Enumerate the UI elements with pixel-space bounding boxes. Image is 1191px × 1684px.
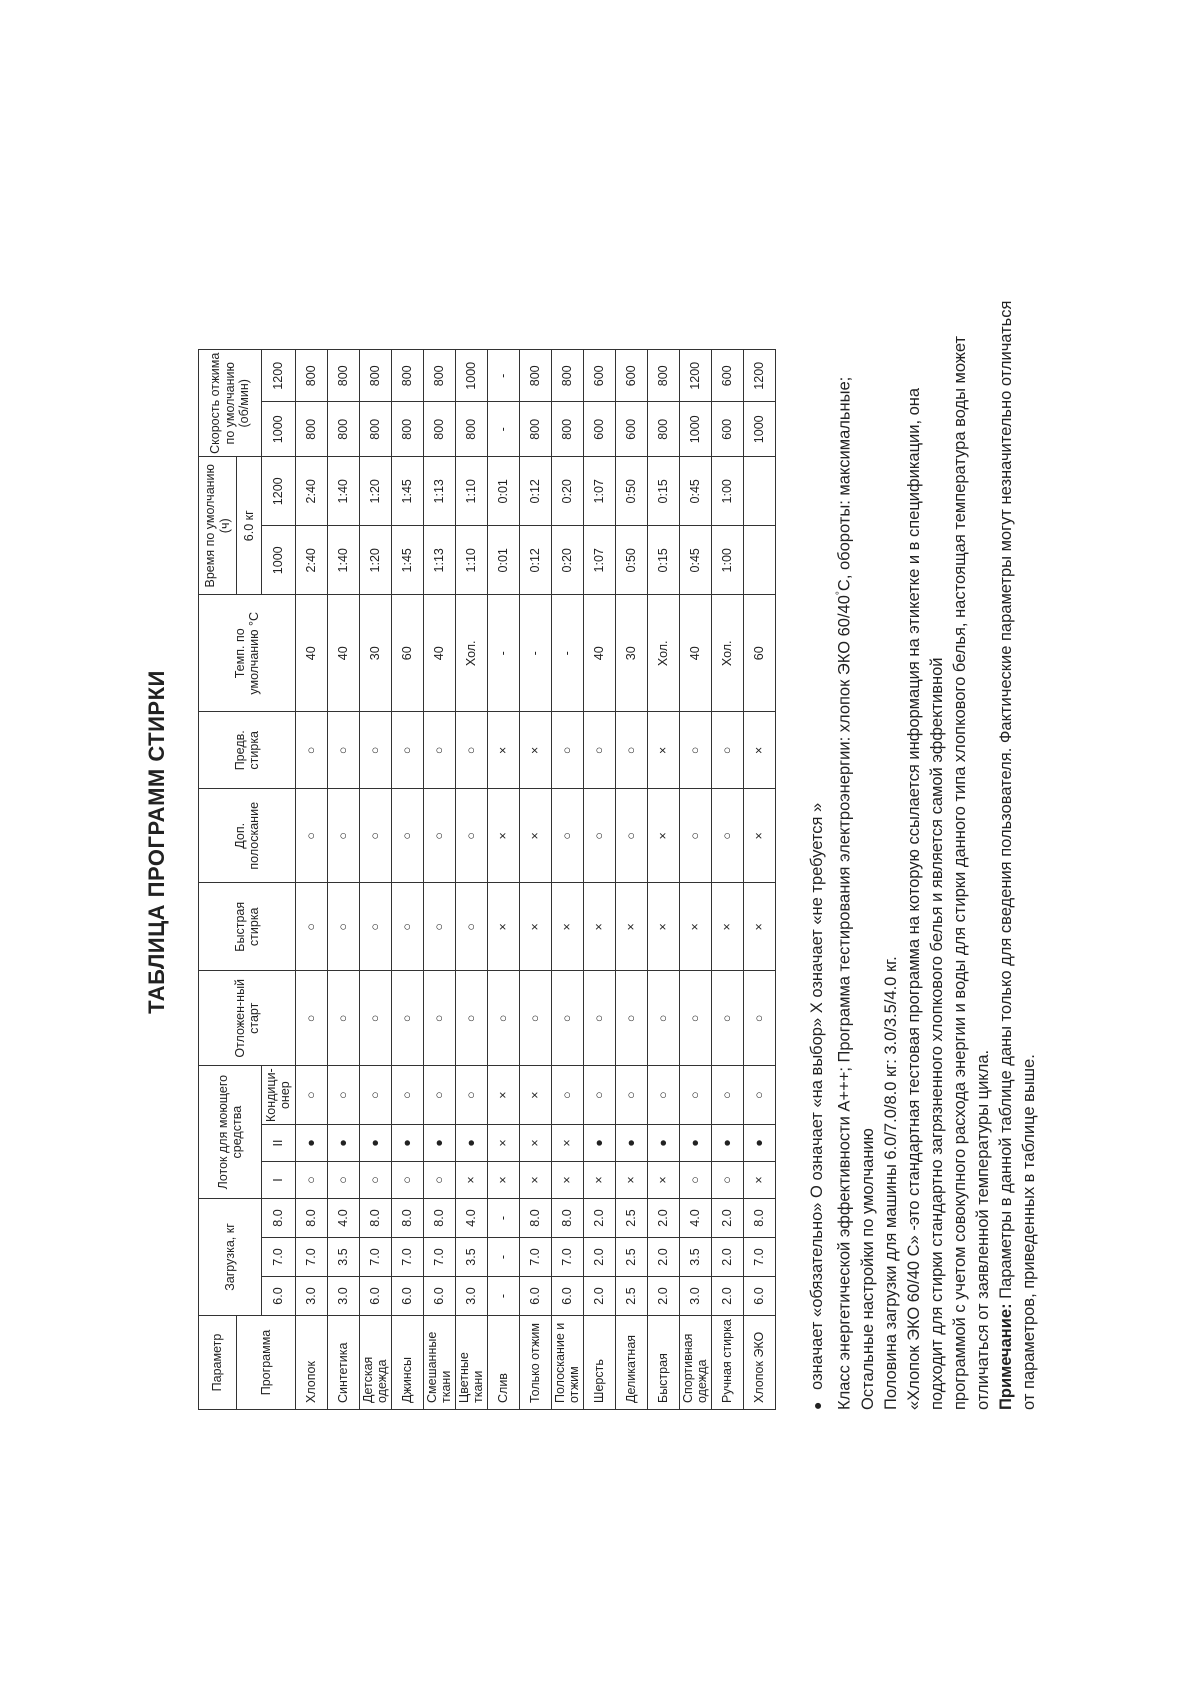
cell-load-7: 3.5 <box>455 1238 487 1277</box>
energy-text-a: Класс энергетической эффективности А+++; Программа тестирования электроэнергии: хлопок ЭКО 60/40 <box>835 595 854 1410</box>
header-time-1200: 1200 <box>262 457 296 526</box>
cell-load-7: 7.0 <box>391 1238 423 1277</box>
cell-quick-wash: ○ <box>391 883 423 971</box>
cell-tray-i: × <box>455 1162 487 1199</box>
cell-load-7: 7.0 <box>423 1238 455 1277</box>
cell-time-1000: 0:12 <box>519 526 551 595</box>
cell-quick-wash: ○ <box>423 883 455 971</box>
cell-time-1000: 1:07 <box>583 526 615 595</box>
cell-time-1200: 1:00 <box>711 457 743 526</box>
cell-program-name: Джинсы <box>391 1316 423 1410</box>
table-row <box>679 350 711 1410</box>
cell-time-1200: 1:20 <box>359 457 391 526</box>
cell-tray-cond: ○ <box>359 1066 391 1125</box>
cell-program-name: Быстрая <box>647 1316 679 1410</box>
cell-delay-start: ○ <box>391 971 423 1066</box>
cell-extra-rinse: ○ <box>391 789 423 883</box>
cell-temp: 40 <box>583 595 615 712</box>
table-row <box>455 350 487 1410</box>
cell-spin-1000: - <box>487 402 519 457</box>
cell-load-8: 2.0 <box>583 1199 615 1238</box>
cell-tray-cond: ○ <box>455 1066 487 1125</box>
header-tray-cond: Кондици-онер <box>262 1066 296 1125</box>
cell-extra-rinse: ○ <box>679 789 711 883</box>
cell-prewash: × <box>743 712 775 789</box>
cell-tray-ii: ● <box>711 1125 743 1162</box>
cell-extra-rinse: ○ <box>455 789 487 883</box>
table-row <box>743 350 775 1410</box>
cell-time-1200: 1:13 <box>423 457 455 526</box>
table-row <box>487 350 519 1410</box>
cell-program-name: Цветные ткани <box>455 1316 487 1410</box>
legend-text: означает «обязательно» О означает «на выбор» Х означает «не требуется » <box>808 802 826 1390</box>
cell-time-1200: 0:20 <box>551 457 583 526</box>
cell-quick-wash: × <box>519 883 551 971</box>
cell-time-1000: 0:50 <box>615 526 647 595</box>
cell-load-7: 2.0 <box>647 1238 679 1277</box>
cell-time-1200: 0:15 <box>647 457 679 526</box>
cell-extra-rinse: ○ <box>359 789 391 883</box>
cell-spin-1000: 800 <box>327 402 359 457</box>
remark-text-1: Параметры в данной таблице даны только для сведения пользователя. Фактические параметры могут незначительно отличаться <box>996 300 1015 1304</box>
cell-spin-1200: 800 <box>295 350 327 402</box>
header-spin-1200: 1200 <box>262 350 296 402</box>
cell-tray-i: × <box>551 1162 583 1199</box>
cell-tray-ii: × <box>519 1125 551 1162</box>
cell-quick-wash: × <box>711 883 743 971</box>
cell-tray-cond: × <box>519 1066 551 1125</box>
cell-temp: 40 <box>423 595 455 712</box>
programs-table <box>198 349 776 1410</box>
cell-load-8: 8.0 <box>551 1199 583 1238</box>
cell-extra-rinse: ○ <box>327 789 359 883</box>
cell-load-8: 8.0 <box>423 1199 455 1238</box>
cell-time-1200 <box>743 457 775 526</box>
cell-load-7: 7.0 <box>519 1238 551 1277</box>
cell-tray-ii: ● <box>679 1125 711 1162</box>
header-load-8: 8.0 <box>262 1199 296 1238</box>
cell-spin-1200: 800 <box>391 350 423 402</box>
cell-spin-1000: 800 <box>647 402 679 457</box>
cell-tray-ii: ● <box>615 1125 647 1162</box>
cell-program-name: Смешанные ткани <box>423 1316 455 1410</box>
header-tray-ii: II <box>262 1125 296 1162</box>
table-row <box>359 350 391 1410</box>
cell-extra-rinse: × <box>519 789 551 883</box>
cell-program-name: Полоскание и отжим <box>551 1316 583 1410</box>
legend-line <box>806 80 829 1410</box>
cell-spin-1200: 1200 <box>743 350 775 402</box>
cell-program-name: Хлопок <box>295 1316 327 1410</box>
header-load-6: 6.0 <box>262 1277 296 1316</box>
cell-delay-start: ○ <box>487 971 519 1066</box>
cell-tray-ii: ● <box>391 1125 423 1162</box>
cell-spin-1000: 1000 <box>679 402 711 457</box>
cell-tray-i: × <box>487 1162 519 1199</box>
cell-time-1200: 0:45 <box>679 457 711 526</box>
cell-spin-1000: 1000 <box>743 402 775 457</box>
cell-delay-start: ○ <box>551 971 583 1066</box>
cell-load-6: - <box>487 1277 519 1316</box>
cell-tray-ii: × <box>487 1125 519 1162</box>
cell-load-6: 6.0 <box>743 1277 775 1316</box>
cell-tray-cond: ○ <box>551 1066 583 1125</box>
cell-load-8: 2.5 <box>615 1199 647 1238</box>
cell-tray-i: × <box>519 1162 551 1199</box>
cell-tray-i: ○ <box>359 1162 391 1199</box>
table-row <box>551 350 583 1410</box>
cell-tray-ii: ● <box>327 1125 359 1162</box>
page-title: ТАБЛИЦА ПРОГРАММ СТИРКИ <box>144 670 169 1014</box>
cell-temp: 30 <box>615 595 647 712</box>
cell-quick-wash: × <box>743 883 775 971</box>
cell-extra-rinse: ○ <box>295 789 327 883</box>
cell-load-6: 3.0 <box>455 1277 487 1316</box>
cell-tray-cond: ○ <box>327 1066 359 1125</box>
cell-spin-1200: 800 <box>423 350 455 402</box>
cell-load-7: 2.5 <box>615 1238 647 1277</box>
header-delay: Отложен-ный старт <box>199 971 296 1066</box>
cell-extra-rinse: ○ <box>551 789 583 883</box>
cell-load-8: 4.0 <box>679 1199 711 1238</box>
cell-extra-rinse: ○ <box>583 789 615 883</box>
cell-load-8: 8.0 <box>295 1199 327 1238</box>
cell-delay-start: ○ <box>423 971 455 1066</box>
cell-temp: - <box>551 595 583 712</box>
energy-line <box>829 80 857 1410</box>
cell-spin-1000: 800 <box>551 402 583 457</box>
cell-time-1000: 1:20 <box>359 526 391 595</box>
remark-line-2: от параметров, приведенных в таблице выше. <box>1019 1054 1038 1410</box>
cell-quick-wash: × <box>551 883 583 971</box>
cell-time-1000: 1:13 <box>423 526 455 595</box>
cell-load-6: 3.0 <box>679 1277 711 1316</box>
cell-load-6: 2.0 <box>583 1277 615 1316</box>
cell-tray-ii: ● <box>455 1125 487 1162</box>
cell-load-8: - <box>487 1199 519 1238</box>
cell-time-1000: 0:20 <box>551 526 583 595</box>
cell-program-name: Деликатная <box>615 1316 647 1410</box>
cell-spin-1200: 800 <box>519 350 551 402</box>
cell-time-1200: 2:40 <box>295 457 327 526</box>
cell-spin-1200: 600 <box>711 350 743 402</box>
cell-prewash: ○ <box>455 712 487 789</box>
cell-spin-1000: 600 <box>583 402 615 457</box>
header-time-1000: 1000 <box>262 526 296 595</box>
cell-program-name: Синтетика <box>327 1316 359 1410</box>
cell-program-name: Хлопок ЭКО <box>743 1316 775 1410</box>
cell-time-1200: 0:50 <box>615 457 647 526</box>
cell-tray-ii: ● <box>295 1125 327 1162</box>
cell-time-1000: 0:01 <box>487 526 519 595</box>
cell-spin-1200: - <box>487 350 519 402</box>
cell-load-8: 4.0 <box>455 1199 487 1238</box>
cell-prewash: ○ <box>711 712 743 789</box>
table-row <box>391 350 423 1410</box>
cell-prewash: × <box>647 712 679 789</box>
eco-line-3: программой с учетом совокупного расхода энергии и воды для стирки данного типа хлопкового белья, настоящая температура воды может <box>950 335 969 1410</box>
cell-delay-start: ○ <box>711 971 743 1066</box>
cell-prewash: × <box>487 712 519 789</box>
other-defaults-line: Остальные настройки по умолчанию <box>858 1128 877 1410</box>
cell-prewash: ○ <box>583 712 615 789</box>
cell-load-7: 2.0 <box>711 1238 743 1277</box>
cell-load-6: 6.0 <box>391 1277 423 1316</box>
header-spin: Скорость отжима по умолчанию (об/мин) <box>199 350 262 457</box>
cell-load-8: 8.0 <box>519 1199 551 1238</box>
table-row <box>519 350 551 1410</box>
cell-tray-cond: ○ <box>711 1066 743 1125</box>
header-quick: Быстрая стирка <box>199 883 296 971</box>
cell-prewash: ○ <box>327 712 359 789</box>
cell-time-1000: 2:40 <box>295 526 327 595</box>
cell-load-8: 8.0 <box>743 1199 775 1238</box>
cell-time-1000: 1:45 <box>391 526 423 595</box>
programs-table-body <box>295 350 775 1410</box>
cell-load-6: 2.0 <box>647 1277 679 1316</box>
cell-temp: 40 <box>679 595 711 712</box>
eco-line-2: подходит для стирки стандартно загрязненного хлопкового белья и является самой эффективной <box>927 657 946 1410</box>
cell-spin-1000: 800 <box>423 402 455 457</box>
cell-tray-ii: ● <box>423 1125 455 1162</box>
remark-label: Примечание: <box>996 1303 1015 1410</box>
header-program: Программа <box>237 1316 296 1410</box>
table-row <box>327 350 359 1410</box>
cell-tray-i: × <box>615 1162 647 1199</box>
cell-spin-1000: 800 <box>455 402 487 457</box>
eco-line-1: «Хлопок ЭКО 60/40 С» -это стандартная тестовая программа на которую ссылается информация на этикетке и в спецификации, она <box>904 387 923 1410</box>
cell-quick-wash: ○ <box>455 883 487 971</box>
cell-tray-i: ○ <box>679 1162 711 1199</box>
cell-quick-wash: ○ <box>359 883 391 971</box>
cell-delay-start: ○ <box>743 971 775 1066</box>
cell-prewash: ○ <box>551 712 583 789</box>
cell-load-7: 7.0 <box>743 1238 775 1277</box>
cell-quick-wash: × <box>487 883 519 971</box>
half-load-line: Половина загрузки для машины 6.0/7.0/8.0 кг: 3.0/3.5/4.0 кг. <box>881 956 900 1410</box>
cell-program-name: Шерсть <box>583 1316 615 1410</box>
table-row <box>295 350 327 1410</box>
cell-spin-1200: 800 <box>327 350 359 402</box>
cell-tray-ii: ● <box>359 1125 391 1162</box>
cell-load-7: 7.0 <box>359 1238 391 1277</box>
cell-program-name: Ручная стирка <box>711 1316 743 1410</box>
cell-spin-1000: 800 <box>295 402 327 457</box>
cell-load-7: 3.5 <box>327 1238 359 1277</box>
cell-time-1000: 1:40 <box>327 526 359 595</box>
cell-delay-start: ○ <box>359 971 391 1066</box>
cell-tray-i: ○ <box>711 1162 743 1199</box>
cell-program-name: Только отжим <box>519 1316 551 1410</box>
cell-tray-i: × <box>583 1162 615 1199</box>
cell-temp: 40 <box>327 595 359 712</box>
cell-tray-cond: ○ <box>583 1066 615 1125</box>
header-load: Загрузка, кг <box>199 1199 262 1316</box>
cell-tray-i: × <box>743 1162 775 1199</box>
cell-spin-1200: 800 <box>359 350 391 402</box>
header-tray-i: I <box>262 1162 296 1199</box>
cell-program-name: Детская одежда <box>359 1316 391 1410</box>
cell-tray-i: ○ <box>391 1162 423 1199</box>
cell-tray-cond: ○ <box>391 1066 423 1125</box>
cell-load-6: 2.0 <box>711 1277 743 1316</box>
cell-load-6: 3.0 <box>295 1277 327 1316</box>
cell-load-7: 7.0 <box>551 1238 583 1277</box>
header-param: Параметр <box>199 1316 237 1410</box>
cell-delay-start: ○ <box>583 971 615 1066</box>
cell-spin-1200: 1200 <box>679 350 711 402</box>
cell-prewash: ○ <box>615 712 647 789</box>
header-prewash: Предв. стирка <box>199 712 296 789</box>
cell-time-1200: 0:12 <box>519 457 551 526</box>
cell-temp: - <box>519 595 551 712</box>
cell-program-name: Слив <box>487 1316 519 1410</box>
cell-delay-start: ○ <box>615 971 647 1066</box>
cell-tray-cond: × <box>487 1066 519 1125</box>
cell-temp: 60 <box>391 595 423 712</box>
cell-temp: Хол. <box>455 595 487 712</box>
cell-spin-1200: 800 <box>647 350 679 402</box>
cell-temp: 60 <box>743 595 775 712</box>
cell-tray-cond: ○ <box>743 1066 775 1125</box>
table-row <box>615 350 647 1410</box>
cell-load-6: 6.0 <box>359 1277 391 1316</box>
header-spin-1000: 1000 <box>262 402 296 457</box>
cell-time-1200: 1:45 <box>391 457 423 526</box>
cell-prewash: ○ <box>359 712 391 789</box>
cell-extra-rinse: ○ <box>423 789 455 883</box>
header-time: Время по умолчанию (ч) <box>199 457 237 595</box>
cell-tray-i: ○ <box>295 1162 327 1199</box>
cell-load-8: 4.0 <box>327 1199 359 1238</box>
cell-time-1000 <box>743 526 775 595</box>
degree-sign: ° <box>835 591 846 596</box>
cell-temp: 30 <box>359 595 391 712</box>
cell-prewash: ○ <box>679 712 711 789</box>
cell-delay-start: ○ <box>327 971 359 1066</box>
cell-time-1000: 1:00 <box>711 526 743 595</box>
cell-temp: - <box>487 595 519 712</box>
cell-load-6: 2.5 <box>615 1277 647 1316</box>
header-time-kg: 6.0 кг <box>237 457 262 595</box>
notes-block <box>806 80 1041 1410</box>
cell-extra-rinse: ○ <box>711 789 743 883</box>
cell-program-name: Спортивная одежда <box>679 1316 711 1410</box>
cell-tray-ii: × <box>551 1125 583 1162</box>
cell-time-1000: 0:45 <box>679 526 711 595</box>
cell-time-1200: 1:40 <box>327 457 359 526</box>
cell-extra-rinse: × <box>743 789 775 883</box>
eco-line-4: отличаться от заявленной температуры цикла. <box>973 1049 992 1410</box>
cell-time-1000: 1:10 <box>455 526 487 595</box>
cell-load-7: 3.5 <box>679 1238 711 1277</box>
cell-prewash: ○ <box>295 712 327 789</box>
cell-extra-rinse: × <box>647 789 679 883</box>
cell-prewash: ○ <box>423 712 455 789</box>
cell-delay-start: ○ <box>679 971 711 1066</box>
cell-load-6: 3.0 <box>327 1277 359 1316</box>
cell-time-1200: 0:01 <box>487 457 519 526</box>
cell-tray-ii: ● <box>743 1125 775 1162</box>
cell-load-6: 6.0 <box>519 1277 551 1316</box>
cell-delay-start: ○ <box>295 971 327 1066</box>
cell-delay-start: ○ <box>647 971 679 1066</box>
cell-load-8: 2.0 <box>647 1199 679 1238</box>
cell-load-7: 2.0 <box>583 1238 615 1277</box>
cell-temp: Хол. <box>647 595 679 712</box>
cell-tray-i: × <box>647 1162 679 1199</box>
cell-tray-ii: ● <box>647 1125 679 1162</box>
cell-tray-ii: ● <box>583 1125 615 1162</box>
cell-quick-wash: × <box>583 883 615 971</box>
cell-tray-cond: ○ <box>295 1066 327 1125</box>
cell-prewash: × <box>519 712 551 789</box>
cell-spin-1200: 800 <box>551 350 583 402</box>
cell-quick-wash: ○ <box>295 883 327 971</box>
header-rinse: Доп. полоскание <box>199 789 296 883</box>
cell-spin-1000: 600 <box>711 402 743 457</box>
cell-extra-rinse: ○ <box>615 789 647 883</box>
remark-line-1 <box>995 80 1018 1410</box>
cell-load-6: 6.0 <box>423 1277 455 1316</box>
cell-tray-cond: ○ <box>615 1066 647 1125</box>
cell-spin-1200: 600 <box>583 350 615 402</box>
cell-load-8: 8.0 <box>391 1199 423 1238</box>
cell-delay-start: ○ <box>519 971 551 1066</box>
header-load-7: 7.0 <box>262 1238 296 1277</box>
cell-load-7: - <box>487 1238 519 1277</box>
cell-quick-wash: × <box>615 883 647 971</box>
cell-load-6: 6.0 <box>551 1277 583 1316</box>
cell-load-8: 8.0 <box>359 1199 391 1238</box>
cell-spin-1000: 800 <box>391 402 423 457</box>
header-tray: Лоток для моющего средства <box>199 1066 262 1199</box>
cell-tray-cond: ○ <box>423 1066 455 1125</box>
cell-load-8: 2.0 <box>711 1199 743 1238</box>
cell-tray-i: ○ <box>327 1162 359 1199</box>
cell-spin-1000: 600 <box>615 402 647 457</box>
cell-quick-wash: × <box>679 883 711 971</box>
cell-spin-1200: 1000 <box>455 350 487 402</box>
cell-spin-1000: 800 <box>519 402 551 457</box>
cell-prewash: ○ <box>391 712 423 789</box>
cell-temp: Хол. <box>711 595 743 712</box>
cell-quick-wash: × <box>647 883 679 971</box>
cell-tray-i: ○ <box>423 1162 455 1199</box>
energy-text-b: C, обороты: максимальные; <box>835 376 854 592</box>
cell-delay-start: ○ <box>455 971 487 1066</box>
header-temp: Темп. по умолчанию °C <box>199 595 296 712</box>
cell-time-1000: 0:15 <box>647 526 679 595</box>
cell-time-1200: 1:10 <box>455 457 487 526</box>
cell-time-1200: 1:07 <box>583 457 615 526</box>
cell-spin-1200: 600 <box>615 350 647 402</box>
table-row <box>647 350 679 1410</box>
cell-extra-rinse: × <box>487 789 519 883</box>
cell-quick-wash: ○ <box>327 883 359 971</box>
cell-temp: 40 <box>295 595 327 712</box>
cell-tray-cond: ○ <box>647 1066 679 1125</box>
table-row <box>423 350 455 1410</box>
cell-spin-1000: 800 <box>359 402 391 457</box>
bullet-icon: ● <box>809 1401 825 1410</box>
table-row <box>583 350 615 1410</box>
table-row <box>711 350 743 1410</box>
cell-load-7: 7.0 <box>295 1238 327 1277</box>
cell-tray-cond: ○ <box>679 1066 711 1125</box>
